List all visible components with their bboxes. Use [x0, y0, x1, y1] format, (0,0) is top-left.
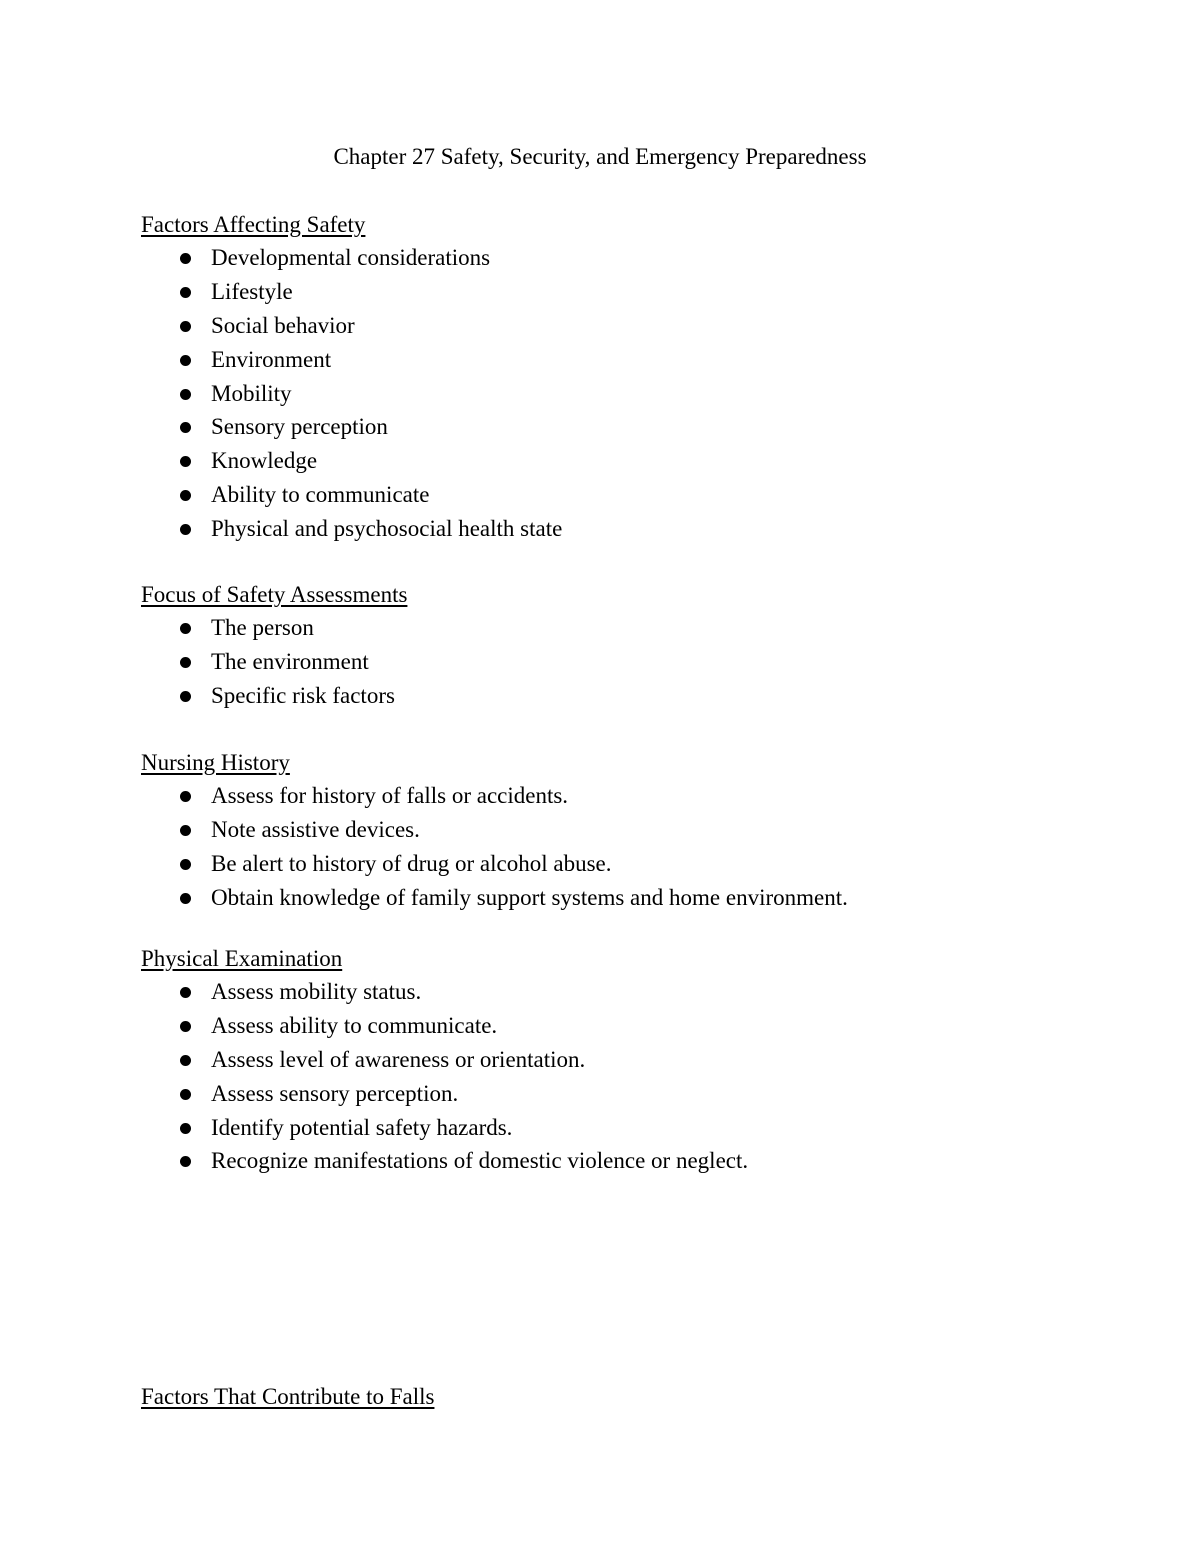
list-item-text: Mobility: [211, 380, 292, 406]
section-factors-affecting-safety: [141, 210, 562, 548]
bullet-icon: [180, 691, 191, 702]
section-heading: Physical Examination: [141, 946, 343, 971]
list-item-text: Assess sensory perception.: [211, 1080, 459, 1106]
list-item-text: Assess level of awareness or orientation.: [211, 1046, 586, 1072]
bullet-icon: [180, 623, 191, 634]
list-item-text: The person: [211, 615, 314, 640]
list-item: [141, 1011, 748, 1045]
list-item-text: Identify potential safety hazards.: [211, 1114, 513, 1140]
list-item-text: Knowledge: [211, 448, 318, 474]
list-item: [141, 647, 407, 681]
bullet-icon: [180, 287, 191, 298]
list-item: [141, 277, 562, 311]
list-item-text: Social behavior: [211, 312, 355, 338]
list-item-text: Assess for history of falls or accidents.: [211, 783, 569, 808]
bullet-list: [141, 781, 848, 917]
bullet-list: [141, 613, 407, 715]
list-item: [141, 379, 562, 413]
bullet-icon: [180, 456, 191, 467]
bullet-icon: [180, 859, 191, 870]
list-item: [141, 1045, 748, 1079]
bullet-icon: [180, 791, 191, 802]
page-title: Chapter 27 Safety, Security, and Emergency Preparedness: [333, 144, 867, 169]
bullet-icon: [180, 987, 191, 998]
list-item-text: Assess mobility status.: [211, 979, 422, 1004]
list-item: [141, 681, 407, 715]
bullet-icon: [180, 253, 191, 264]
list-item: [141, 1113, 748, 1147]
list-item: [141, 311, 562, 345]
list-item: [141, 781, 848, 815]
bullet-icon: [180, 524, 191, 535]
bullet-icon: [180, 1123, 191, 1134]
list-item-text: Assess ability to communicate.: [211, 1012, 498, 1038]
list-item-text: Note assistive devices.: [211, 816, 420, 842]
section-physical-examination: [141, 944, 748, 1180]
list-item: [141, 446, 562, 480]
section-heading: Focus of Safety Assessments: [141, 582, 408, 607]
section-nursing-history: [141, 748, 848, 917]
list-item: [141, 480, 562, 514]
section-heading: Factors That Contribute to Falls: [141, 1384, 435, 1409]
list-item: [141, 1079, 748, 1113]
bullet-icon: [180, 1156, 191, 1167]
bullet-icon: [180, 1055, 191, 1066]
list-item: [141, 1146, 748, 1180]
list-item: [141, 613, 407, 647]
list-item-text: Developmental considerations: [211, 245, 491, 270]
list-item: [141, 345, 562, 379]
list-item: [141, 815, 848, 849]
section-heading: Factors Affecting Safety: [141, 212, 366, 237]
bullet-icon: [180, 321, 191, 332]
list-item-text: Environment: [211, 346, 332, 372]
list-item: [141, 412, 562, 446]
list-item: [141, 243, 562, 277]
bullet-icon: [180, 657, 191, 668]
section-focus-of-safety-assessments: [141, 580, 407, 715]
list-item-text: Be alert to history of drug or alcohol abuse.: [211, 850, 612, 876]
list-item: [141, 849, 848, 883]
list-item-text: The environment: [211, 648, 369, 674]
bullet-icon: [180, 490, 191, 501]
list-item: [141, 883, 848, 917]
bullet-icon: [180, 1089, 191, 1100]
list-item-text: Specific risk factors: [211, 682, 395, 708]
list-item: [141, 977, 748, 1011]
list-item-text: Obtain knowledge of family support systems and home environment.: [211, 884, 848, 910]
list-item: [141, 514, 562, 548]
list-item-text: Lifestyle: [211, 278, 293, 304]
section-factors-that-contribute-to-falls: [141, 1382, 434, 1412]
bullet-icon: [180, 355, 191, 366]
bullet-icon: [180, 825, 191, 836]
list-item-text: Recognize manifestations of domestic violence or neglect.: [211, 1148, 749, 1174]
section-heading: Nursing History: [141, 750, 290, 775]
list-item-text: Physical and psychosocial health state: [211, 516, 563, 542]
list-item-text: Sensory perception: [211, 414, 388, 440]
bullet-icon: [180, 389, 191, 400]
list-item-text: Ability to communicate: [211, 482, 430, 508]
bullet-list: [141, 243, 562, 548]
bullet-icon: [180, 1021, 191, 1032]
bullet-icon: [180, 893, 191, 904]
bullet-list: [141, 977, 748, 1180]
bullet-icon: [180, 422, 191, 433]
